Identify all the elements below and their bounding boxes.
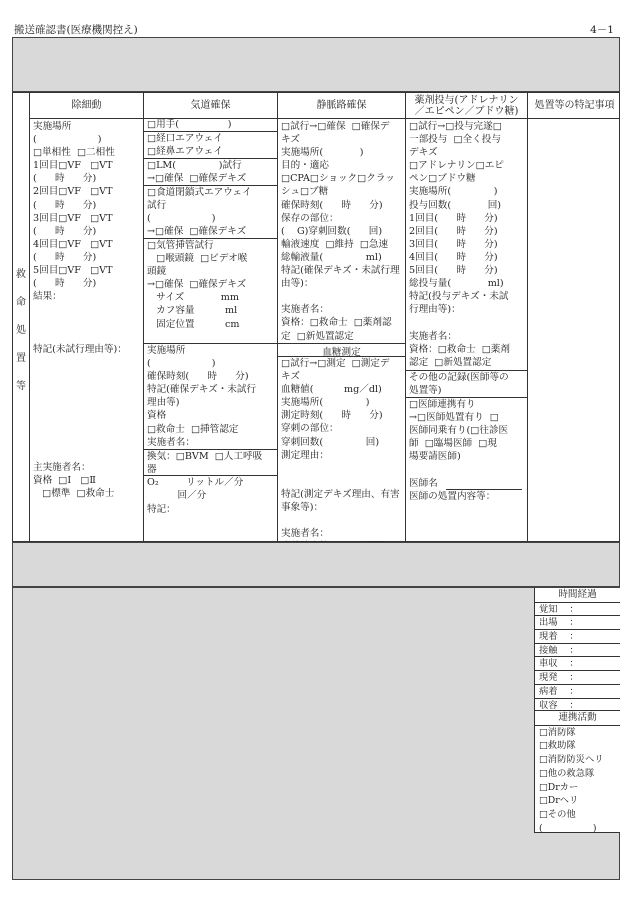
defib-details: 実施場所 ( ) □単相性 □二相性 1回目□VF □VT ( 時 分) 2回目□VF □VT ( 時 分) 3回目□VF □VT ( 時 分) 4回目□VF □VT ( 時 分) 5回目□VF □VT ( 時 分) 結果： bbox=[33, 121, 115, 303]
airway-note: 特記： bbox=[147, 504, 176, 515]
timeline-row: 車収 ： bbox=[535, 656, 620, 670]
coordination-item: □Drカー bbox=[539, 781, 579, 793]
coordination-box bbox=[534, 711, 620, 833]
timeline-row: 病着 ： bbox=[535, 684, 620, 698]
coordination-item: □その他 bbox=[539, 808, 576, 820]
timeline-row: 現発 ： bbox=[535, 670, 620, 684]
timeline-box bbox=[534, 588, 620, 713]
drug-details: □試行→□投与完遂□ 一部投与 □全く投与 デキズ □アドレナリン□エピ ペン□ブドウ糖 実施場所( ) 投与回数( 回) 1回目( 時 分) 2回目( 時 分) 3回目( 時 分) 4回目( 時 分) 5回目( 時 分) 総投与量( ml) 特記(投与デキズ・未試 行理由等)： 実施者名： 資格：□救命士 □薬剤 認定 □新処置認定 bbox=[409, 121, 510, 368]
coordination-title: 連携活動 bbox=[535, 711, 620, 726]
coordination-item: □他の救急隊 bbox=[539, 767, 595, 779]
coordination-item: □救助隊 bbox=[539, 740, 576, 752]
glucose-details: □試行→□測定 □測定デ キズ 血糖値( mg／dl) 実施場所( ) 測定時刻( 時 分) 穿刺の部位： 穿刺回数( 回) 測定理由： 特記(測定デキズ理由、有害 事象等)： 実施者名： bbox=[281, 358, 400, 540]
drug-other-records: その他の記録(医師等の 処置等) bbox=[409, 372, 509, 397]
middle-shaded-area bbox=[12, 542, 620, 587]
coordination-item: □消防防災ヘリ bbox=[539, 754, 604, 766]
column-header-notes: 処置等の特記事項 bbox=[534, 100, 615, 111]
page-number: 4－1 bbox=[590, 24, 614, 36]
timeline-row: 収容 ： bbox=[535, 698, 620, 712]
coordination-item: □消防隊 bbox=[539, 726, 576, 738]
airway-oxygen: O₂ リットル／分 回／分 bbox=[147, 477, 244, 502]
iv-details: □試行→□確保 □確保デ キズ 実施場所( ) 目的・適応 □CPA□ショック□クラッ シュ□ブ糖 確保時刻( 時 分) 保存の部位： ( G)穿刺回数( 回) 輸液速度 □維持 □急速 総輸液量( ml) 特記(確保デキズ・未試行理 由等)： 実施者名： 資格：□救命士 □薬剤認 定 □新処置認定 bbox=[281, 121, 400, 342]
drug-doctor-note: 医師の処置内容等： bbox=[409, 491, 496, 502]
timeline-row: 覚知 ： bbox=[535, 602, 620, 616]
column-header-iv: 静脈路確保 bbox=[316, 100, 367, 111]
drug-doctor: □医師連携有り →□医師処置有り □ 医師同乗有り(□往診医 師 □臨場医師 □現 場要請医師) 医師名 bbox=[409, 399, 509, 489]
timeline-row: 現着 ： bbox=[535, 629, 620, 643]
column-header-defibrillation: 除細動 bbox=[71, 100, 102, 111]
airway-manual: □用手( ) bbox=[147, 119, 232, 130]
airway-ventilation: 換気：□BVM □人工呼吸 器 bbox=[147, 451, 263, 476]
airway-intubation: □気管挿管試行 □喉頭鏡 □ビデオ喉 頭鏡 →□確保 □確保デキズ サイズ mm カフ容量 ml 固定位置 cm bbox=[147, 240, 248, 330]
airway-esophageal: □食道閉鎖式エアウェイ 試行 ( ) →□確保 □確保デキズ bbox=[147, 187, 252, 238]
side-label: 救 命 処 置 等 bbox=[16, 269, 26, 392]
glucose-title: 血糖測定 bbox=[322, 347, 361, 358]
defib-operator: 主実施者名： 資格 □Ⅰ □Ⅱ □標準 □救命士 bbox=[33, 462, 115, 500]
bottom-shaded-area bbox=[12, 587, 620, 880]
timeline-title: 時間経過 bbox=[558, 589, 597, 600]
coordination-item: ( ) bbox=[539, 822, 597, 834]
airway-location: 実施場所 ( ) 確保時刻( 時 分) 特記(確保デキズ・未試行 理由等) 資格 □救命士 □挿管認定 実施者名： bbox=[147, 345, 257, 448]
column-header-drug: 薬剤投与(アドレナリン ／エピペン／ブドウ糖) bbox=[414, 94, 519, 117]
coordination-item: □Drヘリ bbox=[539, 795, 579, 807]
lifesaving-procedures-table bbox=[12, 92, 620, 542]
column-header-airway: 気道確保 bbox=[190, 100, 231, 111]
airway-oral-nasal: □経口エアウェイ □経鼻エアウェイ bbox=[147, 133, 223, 158]
defib-note: 特記(未試行理由等)： bbox=[33, 344, 127, 355]
timeline-row: 出場 ： bbox=[535, 615, 620, 629]
airway-lm: □LM( )試行 →□確保 □確保デキズ bbox=[147, 160, 247, 185]
timeline-row: 接触 ： bbox=[535, 643, 620, 657]
top-shaded-area bbox=[12, 37, 620, 92]
document-title: 搬送確認書(医療機関控え) bbox=[14, 24, 138, 36]
